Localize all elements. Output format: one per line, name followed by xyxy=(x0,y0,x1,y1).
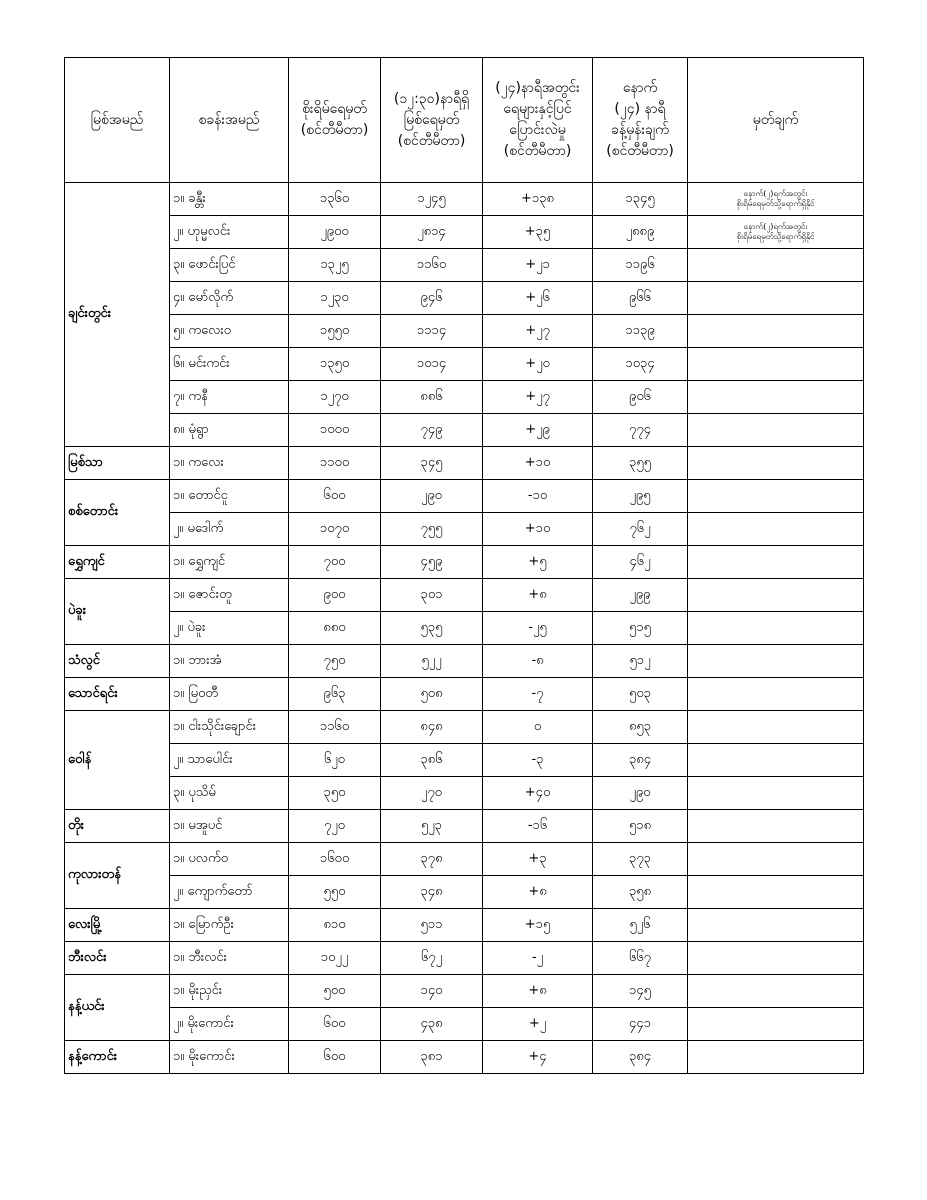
level-change-cell: +၈ xyxy=(483,579,593,612)
forecast-cell: ၄၄၁ xyxy=(593,1008,688,1041)
station-name-cell: ၁။ ကလေး xyxy=(170,447,289,480)
remark-cell xyxy=(688,381,864,414)
current-level-cell: ၅၂၂ xyxy=(381,645,483,678)
station-name-cell: ၈။ မုံရွာ xyxy=(170,414,289,447)
current-level-cell: ၂၇၀ xyxy=(381,777,483,810)
table-header xyxy=(65,58,864,183)
level-change-cell: +၂၀ xyxy=(483,348,593,381)
table-row xyxy=(65,447,864,480)
current-level-cell: ၆၇၂ xyxy=(381,942,483,975)
remark-cell xyxy=(688,348,864,381)
current-level-cell: ၁၁၆၀ xyxy=(381,249,483,282)
level-change-cell: +၄ xyxy=(483,1041,593,1074)
level-change-cell: +၂ xyxy=(483,1008,593,1041)
forecast-cell: ၉၆၆ xyxy=(593,282,688,315)
danger-level-cell: ၇၀၀ xyxy=(289,546,381,579)
danger-level-cell: ၇၂၀ xyxy=(289,810,381,843)
station-name-cell: ၄။ မော်လိုက် xyxy=(170,282,289,315)
river-name-cell: နန့်ကောင်း xyxy=(65,1041,170,1074)
table-row xyxy=(65,942,864,975)
danger-level-cell: ၈၁၀ xyxy=(289,909,381,942)
station-name-cell: ၂။ ဟုမ္မလင်း xyxy=(170,216,289,249)
remark-cell xyxy=(688,579,864,612)
current-level-cell: ၁၁၁၄ xyxy=(381,315,483,348)
remark-cell xyxy=(688,711,864,744)
river-name-cell: ရွှေကျင် xyxy=(65,546,170,579)
danger-level-cell: ၁၆၀၀ xyxy=(289,843,381,876)
danger-level-cell: ၇၅၀ xyxy=(289,645,381,678)
remark-cell xyxy=(688,315,864,348)
table-row xyxy=(65,612,864,645)
remark-cell xyxy=(688,909,864,942)
danger-level-cell: ၈၈၀ xyxy=(289,612,381,645)
remark-cell xyxy=(688,843,864,876)
remark-cell xyxy=(688,513,864,546)
level-change-cell: -၁၆ xyxy=(483,810,593,843)
danger-level-cell: ၁၁၀၀ xyxy=(289,447,381,480)
level-change-cell: +၂၆ xyxy=(483,282,593,315)
table-row xyxy=(65,513,864,546)
table-row xyxy=(65,777,864,810)
station-name-cell: ၂။ မိုးကောင်း xyxy=(170,1008,289,1041)
current-level-cell: ၅၃၅ xyxy=(381,612,483,645)
station-name-cell: ၅။ ကလေးဝ xyxy=(170,315,289,348)
station-name-cell: ၂။ ပဲခူး xyxy=(170,612,289,645)
danger-level-cell: ၂၉၀၀ xyxy=(289,216,381,249)
remark-cell xyxy=(688,447,864,480)
remark-cell xyxy=(688,249,864,282)
station-name-cell: ၁။ မြောက်ဦး xyxy=(170,909,289,942)
level-change-cell: +၄၀ xyxy=(483,777,593,810)
level-change-cell: +၁၃၈ xyxy=(483,183,593,216)
current-level-cell: ၃၈၆ xyxy=(381,744,483,777)
forecast-cell: ၈၅၃ xyxy=(593,711,688,744)
river-name-cell: မြစ်သာ xyxy=(65,447,170,480)
table-row xyxy=(65,678,864,711)
remark-cell xyxy=(688,876,864,909)
level-change-cell: +၁၀ xyxy=(483,513,593,546)
forecast-cell: ၃၅၅ xyxy=(593,447,688,480)
forecast-cell: ၁၁၃၉ xyxy=(593,315,688,348)
current-level-cell: ၄၃၈ xyxy=(381,1008,483,1041)
header-danger-level: စိုးရိမ်ရေမှတ် (စင်တီမီတာ) xyxy=(289,58,381,183)
river-water-level-table xyxy=(64,57,864,1074)
forecast-cell: ၆၆၇ xyxy=(593,942,688,975)
danger-level-cell: ၉၆၃ xyxy=(289,678,381,711)
table-row xyxy=(65,645,864,678)
remark-cell xyxy=(688,1041,864,1074)
forecast-cell: ၂၈၈၉ xyxy=(593,216,688,249)
header-24h-forecast: နောက် (၂၄) နာရီ ခန့်မှန်းချက် (စင်တီမီတာ) xyxy=(593,58,688,183)
danger-level-cell: ၁၀၇၀ xyxy=(289,513,381,546)
river-name-cell: တိုး xyxy=(65,810,170,843)
danger-level-cell: ၆၀၀ xyxy=(289,1041,381,1074)
table-row xyxy=(65,315,864,348)
current-level-cell: ၂၉၀ xyxy=(381,480,483,513)
current-level-cell: ၁၂၄၅ xyxy=(381,183,483,216)
remark-cell xyxy=(688,942,864,975)
danger-level-cell: ၅၀၀ xyxy=(289,975,381,1008)
station-name-cell: ၁။ ဘီးလင်း xyxy=(170,942,289,975)
forecast-cell: ၅၀၃ xyxy=(593,678,688,711)
forecast-cell: ၇၆၂ xyxy=(593,513,688,546)
header-current-level: (၁၂:၃၀)နာရီရှိ မြစ်ရေမှတ် (စင်တီမီတာ) xyxy=(381,58,483,183)
table-row xyxy=(65,414,864,447)
river-name-cell: နန့်ယင်း xyxy=(65,975,170,1041)
danger-level-cell: ၆၀၀ xyxy=(289,1008,381,1041)
station-name-cell: ၁။ ရွှေကျင် xyxy=(170,546,289,579)
danger-level-cell: ၉၀၀ xyxy=(289,579,381,612)
station-name-cell: ၆။ မင်းကင်း xyxy=(170,348,289,381)
header-station-name: စခန်းအမည် xyxy=(170,58,289,183)
remark-cell xyxy=(688,282,864,315)
danger-level-cell: ၁၅၅၀ xyxy=(289,315,381,348)
river-name-cell: သောင်ရင်း xyxy=(65,678,170,711)
station-name-cell: ၁။ ဘားအံ xyxy=(170,645,289,678)
remark-cell xyxy=(688,975,864,1008)
river-name-cell: စစ်တောင်း xyxy=(65,480,170,546)
river-name-cell: ပဲခူး xyxy=(65,579,170,645)
current-level-cell: ၅၁၁ xyxy=(381,909,483,942)
danger-level-cell: ၁၃၂၅ xyxy=(289,249,381,282)
station-name-cell: ၃။ ဖောင်းပြင် xyxy=(170,249,289,282)
forecast-cell: ၃၈၄ xyxy=(593,1041,688,1074)
header-24h-change: (၂၄)နာရီအတွင်း ရေများနှင့်ပြင် ပြောင်းလဲမှု (စင်တီမီတာ) xyxy=(483,58,593,183)
remark-cell xyxy=(688,777,864,810)
forecast-cell: ၃၅၈ xyxy=(593,876,688,909)
remark-cell xyxy=(688,612,864,645)
forecast-cell: ၅၁၂ xyxy=(593,645,688,678)
station-name-cell: ၁။ မအူပင် xyxy=(170,810,289,843)
station-name-cell: ၁။ ခန္တီး xyxy=(170,183,289,216)
forecast-cell: ၁၃၄၅ xyxy=(593,183,688,216)
remark-cell xyxy=(688,678,864,711)
level-change-cell: +၃ xyxy=(483,843,593,876)
remark-cell xyxy=(688,744,864,777)
table-row xyxy=(65,381,864,414)
remark-cell xyxy=(688,546,864,579)
station-name-cell: ၁။ ဇောင်းတူ xyxy=(170,579,289,612)
current-level-cell: ၂၈၁၄ xyxy=(381,216,483,249)
table-row xyxy=(65,1008,864,1041)
danger-level-cell: ၁၃၆၀ xyxy=(289,183,381,216)
remark-cell: နောက်(၂)ရက်အတွင်း စိုးရိမ်ရေမှတ်သို့ရောက်ရှိနိုင် xyxy=(688,216,864,249)
danger-level-cell: ၁၃၅၀ xyxy=(289,348,381,381)
current-level-cell: ၈၄၈ xyxy=(381,711,483,744)
forecast-cell: ၁၁၉၆ xyxy=(593,249,688,282)
table-row xyxy=(65,909,864,942)
station-name-cell: ၂။ သာပေါင်း xyxy=(170,744,289,777)
station-name-cell: ၂။ မဒေါက် xyxy=(170,513,289,546)
current-level-cell: ၃၄၈ xyxy=(381,876,483,909)
current-level-cell: ၃၈၁ xyxy=(381,1041,483,1074)
current-level-cell: ၈၈၆ xyxy=(381,381,483,414)
table-row xyxy=(65,348,864,381)
current-level-cell: ၇၄၉ xyxy=(381,414,483,447)
current-level-cell: ၄၅၉ xyxy=(381,546,483,579)
forecast-cell: ၅၂၆ xyxy=(593,909,688,942)
forecast-cell: ၃၇၃ xyxy=(593,843,688,876)
table-row xyxy=(65,546,864,579)
current-level-cell: ၃၇၈ xyxy=(381,843,483,876)
table-row xyxy=(65,249,864,282)
forecast-cell: ၃၈၄ xyxy=(593,744,688,777)
forecast-cell: ၂၉၉ xyxy=(593,579,688,612)
danger-level-cell: ၅၅၀ xyxy=(289,876,381,909)
forecast-cell: ၂၉၅ xyxy=(593,480,688,513)
river-name-cell: ချင်းတွင်း xyxy=(65,183,170,447)
remark-cell xyxy=(688,645,864,678)
danger-level-cell: ၁၂၃၀ xyxy=(289,282,381,315)
danger-level-cell: ၃၅၀ xyxy=(289,777,381,810)
station-name-cell: ၁။ ငါးသိုင်းချောင်း xyxy=(170,711,289,744)
table-row xyxy=(65,876,864,909)
forecast-cell: ၉၀၆ xyxy=(593,381,688,414)
remark-cell: နောက်(၂)ရက်အတွင်း စိုးရိမ်ရေမှတ်သို့ရောက်ရှိနိုင် xyxy=(688,183,864,216)
table-row xyxy=(65,579,864,612)
level-change-cell: +၂၇ xyxy=(483,381,593,414)
forecast-cell: ၄၆၂ xyxy=(593,546,688,579)
level-change-cell: -၇ xyxy=(483,678,593,711)
current-level-cell: ၁၄၀ xyxy=(381,975,483,1008)
table-row xyxy=(65,843,864,876)
danger-level-cell: ၆၂၀ xyxy=(289,744,381,777)
river-name-cell: ဝေါန် xyxy=(65,711,170,810)
remark-cell xyxy=(688,810,864,843)
level-change-cell: +၁၅ xyxy=(483,909,593,942)
table-row xyxy=(65,1041,864,1074)
danger-level-cell: ၁၂၇၀ xyxy=(289,381,381,414)
table-row xyxy=(65,810,864,843)
river-name-cell: သံလွင် xyxy=(65,645,170,678)
station-name-cell: ၁။ မိုးကောင်း xyxy=(170,1041,289,1074)
current-level-cell: ၅၂၃ xyxy=(381,810,483,843)
river-name-cell: ဘီးလင်း xyxy=(65,942,170,975)
level-change-cell: +၂၁ xyxy=(483,249,593,282)
station-name-cell: ၁။ တောင်ငူ xyxy=(170,480,289,513)
header-remarks: မှတ်ချက် xyxy=(688,58,864,183)
forecast-cell: ၁၄၅ xyxy=(593,975,688,1008)
level-change-cell: -၂၅ xyxy=(483,612,593,645)
danger-level-cell: ၆၀၀ xyxy=(289,480,381,513)
station-name-cell: ၇။ ကနီ xyxy=(170,381,289,414)
forecast-cell: ၅၁၈ xyxy=(593,810,688,843)
header-river-name: မြစ်အမည် xyxy=(65,58,170,183)
station-name-cell: ၁။ မိုးညှင်း xyxy=(170,975,289,1008)
current-level-cell: ၁၀၁၄ xyxy=(381,348,483,381)
level-change-cell: -၂ xyxy=(483,942,593,975)
level-change-cell: -၈ xyxy=(483,645,593,678)
level-change-cell: +၈ xyxy=(483,876,593,909)
level-change-cell: +၁၀ xyxy=(483,447,593,480)
forecast-cell: ၂၉၀ xyxy=(593,777,688,810)
current-level-cell: ၃၄၅ xyxy=(381,447,483,480)
level-change-cell: +၈ xyxy=(483,975,593,1008)
river-name-cell: လေးမြို့ xyxy=(65,909,170,942)
station-name-cell: ၁။ ပလက်ဝ xyxy=(170,843,289,876)
current-level-cell: ၉၄၆ xyxy=(381,282,483,315)
level-change-cell: +၂၇ xyxy=(483,315,593,348)
danger-level-cell: ၁၀၀၀ xyxy=(289,414,381,447)
station-name-cell: ၁။ မြဝတီ xyxy=(170,678,289,711)
river-name-cell: ကုလားတန် xyxy=(65,843,170,909)
forecast-cell: ၇၇၄ xyxy=(593,414,688,447)
table-row xyxy=(65,282,864,315)
forecast-cell: ၅၁၅ xyxy=(593,612,688,645)
level-change-cell: ၀ xyxy=(483,711,593,744)
table-row xyxy=(65,744,864,777)
table-body xyxy=(65,183,864,1074)
level-change-cell: -၃ xyxy=(483,744,593,777)
current-level-cell: ၃၀၁ xyxy=(381,579,483,612)
remark-cell xyxy=(688,1008,864,1041)
level-change-cell: -၁၀ xyxy=(483,480,593,513)
danger-level-cell: ၁၀၂၂ xyxy=(289,942,381,975)
table-row xyxy=(65,711,864,744)
table-row xyxy=(65,216,864,249)
table-row xyxy=(65,183,864,216)
level-change-cell: +၃၅ xyxy=(483,216,593,249)
remark-cell xyxy=(688,414,864,447)
current-level-cell: ၅၀၈ xyxy=(381,678,483,711)
remark-cell xyxy=(688,480,864,513)
table-row xyxy=(65,975,864,1008)
table-row xyxy=(65,480,864,513)
current-level-cell: ၇၅၅ xyxy=(381,513,483,546)
station-name-cell: ၃။ ပုသိမ် xyxy=(170,777,289,810)
station-name-cell: ၂။ ကျောက်တော် xyxy=(170,876,289,909)
forecast-cell: ၁၀၃၄ xyxy=(593,348,688,381)
level-change-cell: +၅ xyxy=(483,546,593,579)
danger-level-cell: ၁၁၆၀ xyxy=(289,711,381,744)
level-change-cell: +၂၉ xyxy=(483,414,593,447)
